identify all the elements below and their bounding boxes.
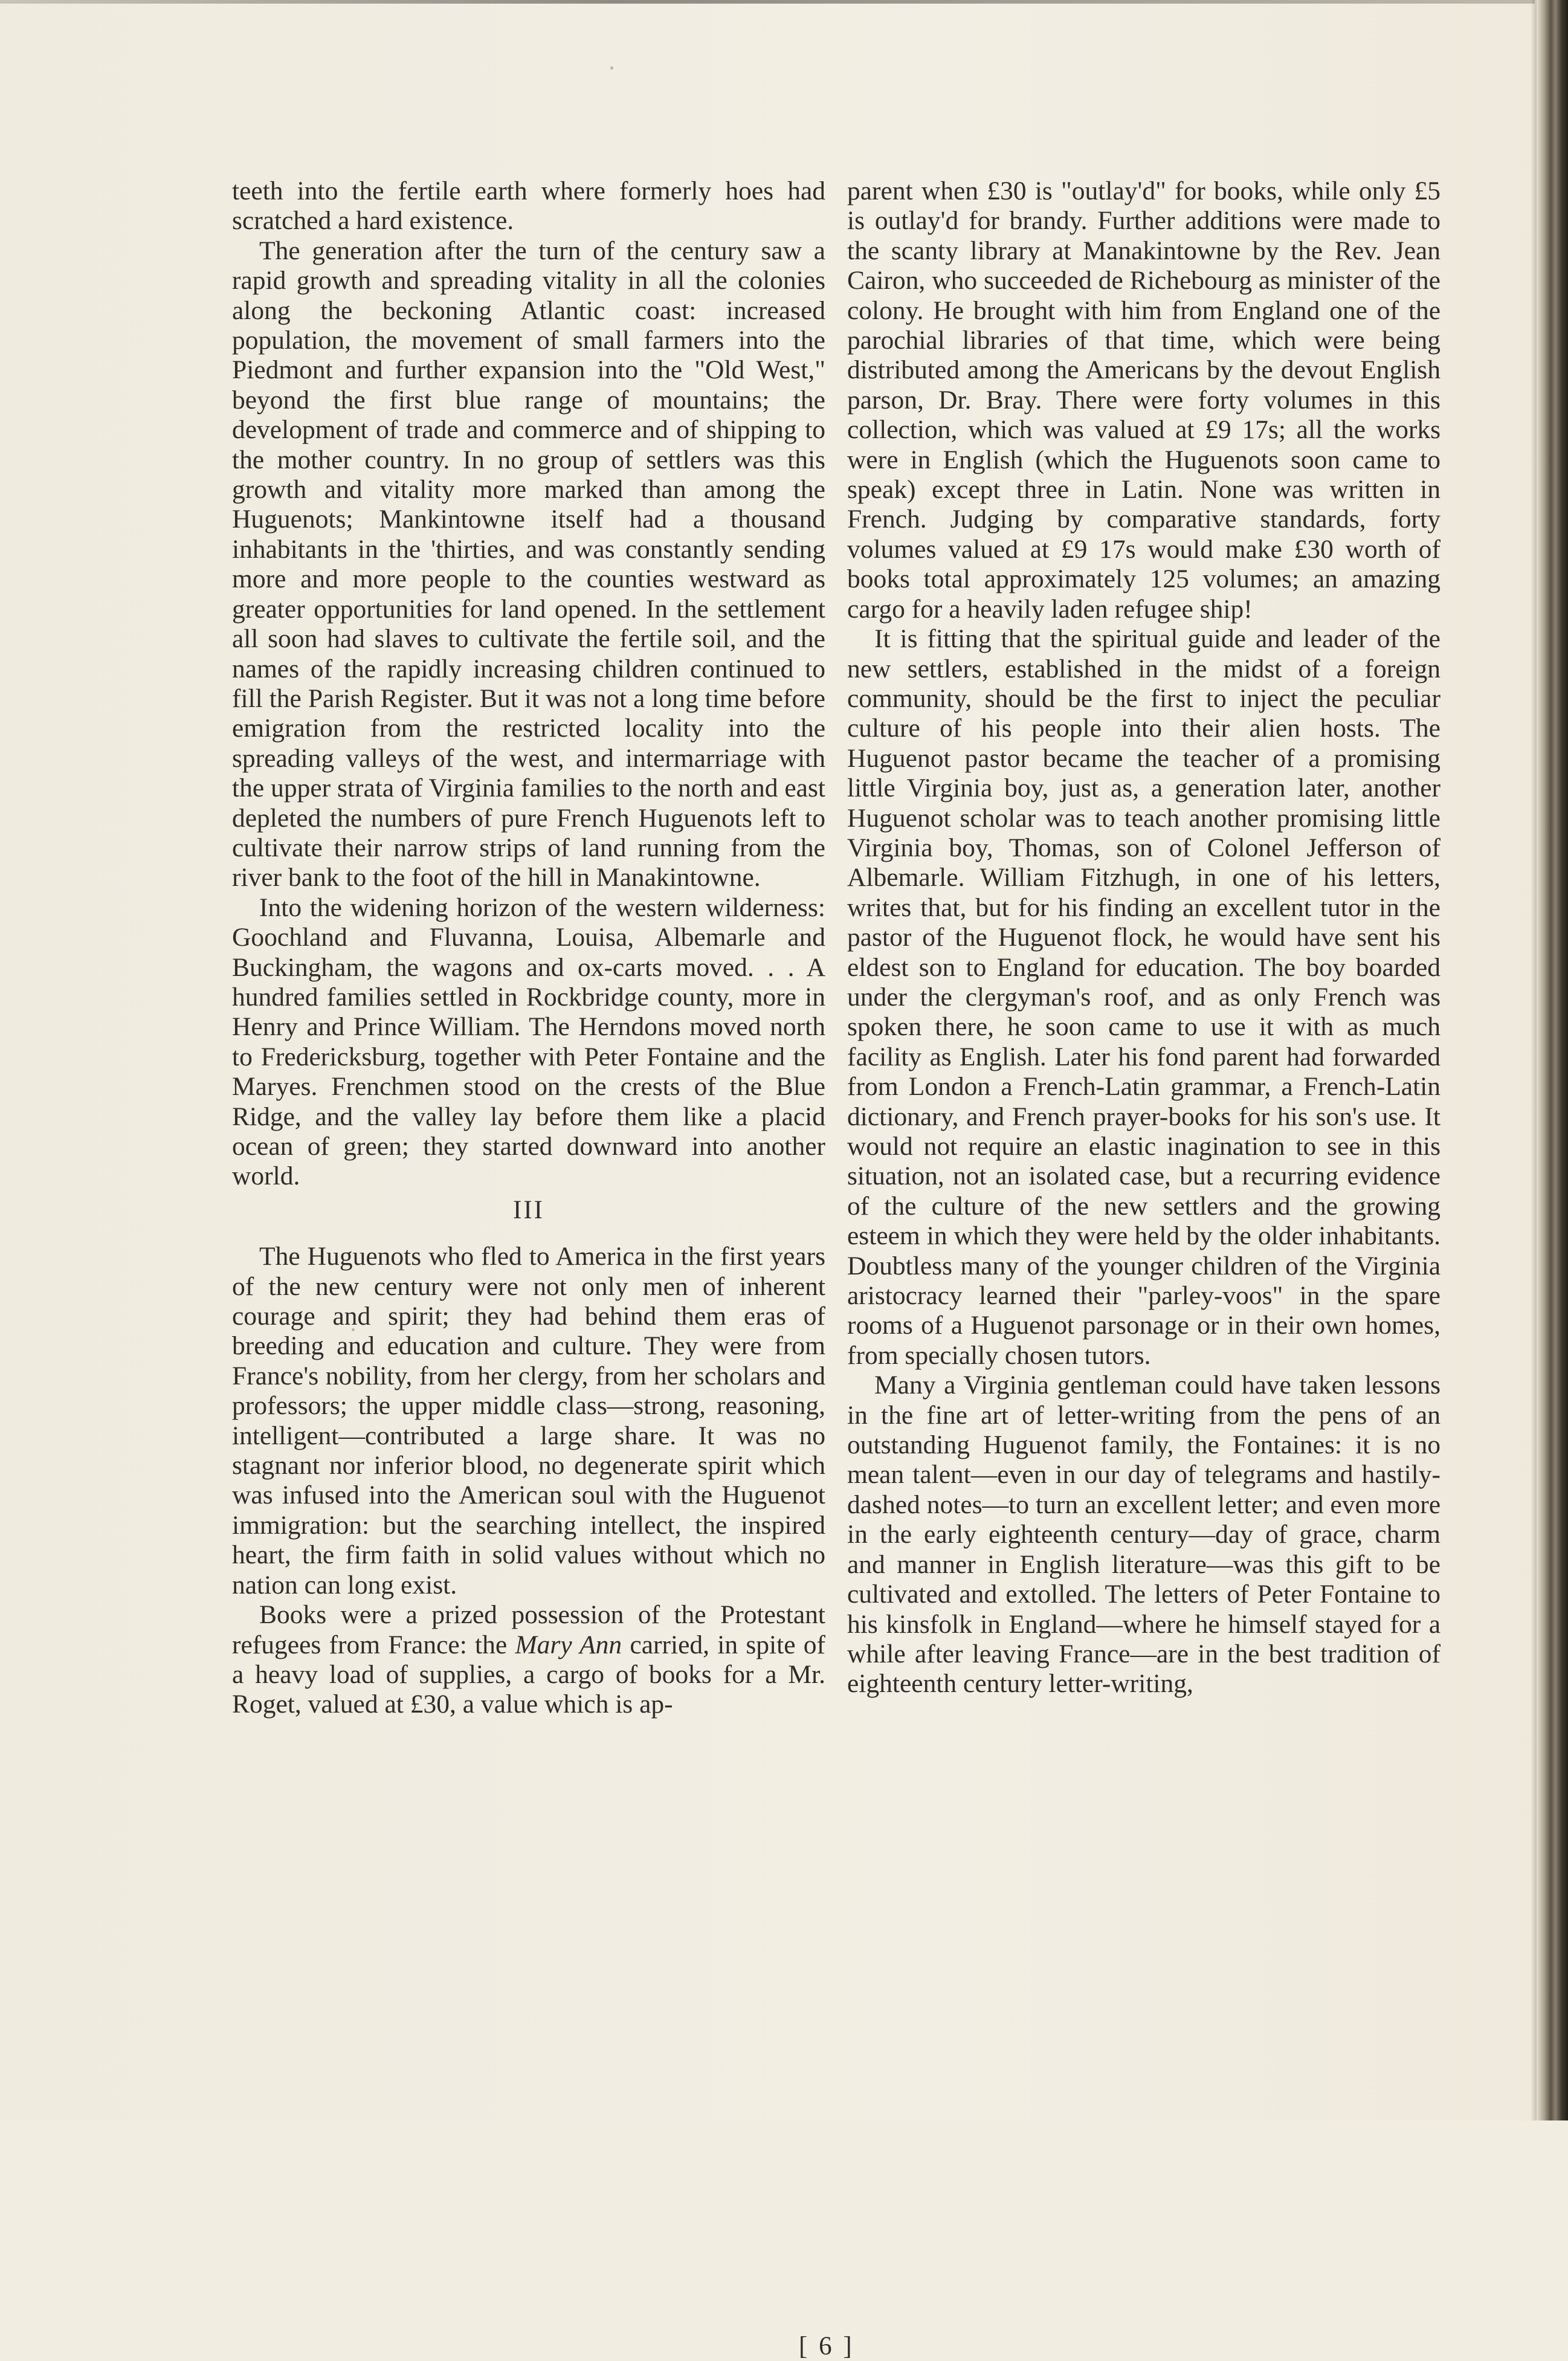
paragraph: The generation after the turn of the century saw a rapid growth and spreading vitality in all the colonies along the beckoning Atlantic coast: increased population, the movement of small farmers into the Piedmont and further expansion into the "Old West," beyond the first blue range of mountains; the development of trade and commerce and of shipping to the mother country. In no group of settlers was this growth and vitality more marked than among the Huguenots; Mankintowne itself had a thousand inhabitants in the 'thirties, and was constantly sending more and more people to the counties westward as greater opportunities for land opened. In the settlement all soon had slaves to cultivate the fertile soil, and the names of the rapidly increasing children continued to fill the Parish Register. But it was not a long time before emigration from the restricted locality into the spreading valleys of the west, and intermarriage with the upper strata of Virginia families to the north and east depleted the numbers of pure French Huguenots left to cultivate their narrow strips of land running from the river bank to the foot of the hill in Manakintowne. [232, 236, 825, 893]
page-curl-shadow [1531, 0, 1537, 2120]
paragraph: teeth into the fertile earth where formerly hoes had scratched a hard existence. [232, 176, 825, 236]
page-number: [ 6 ] [799, 2332, 854, 2360]
right-text-column [847, 176, 1441, 1699]
section-heading: III [513, 1195, 544, 1224]
paragraph-text: carried, in spite of a heavy load of supplies, a cargo of books for a Mr. Roget, valued at £30, a value which is ap- [232, 1630, 825, 1719]
paragraph: Many a Virginia gentleman could have taken lessons in the fine art of letter-writing from the pens of an outstanding Huguenot family, the Fontaines: it is no mean talent—even in our day of telegrams and hastily-dashed notes—to turn an excellent letter; and even more in the early eighteenth century—day of grace, charm and manner in English literature—was this gift to be cultivated and extolled. The letters of Peter Fontaine to his kinsfolk in England—where he himself stayed for a while after leaving France—are in the best tradition of eighteenth century letter-writing, [847, 1371, 1441, 1699]
paragraph: Into the widening horizon of the western wilderness: Goochland and Fluvanna, Louisa, Albemarle and Buckingham, the wagons and ox-carts moved. . . A hundred families settled in Rockbridge county, more in Henry and Prince William. The Herndons moved north to Fredericksburg, together with Peter Fontaine and the Maryes. Frenchmen stood on the crests of the Blue Ridge, and the valley lay before them like a placid ocean of green; they started downward into another world. [232, 893, 825, 1191]
paragraph: The Huguenots who fled to America in the first years of the new century were not only men of inherent courage and spirit; they had behind them eras of breeding and education and culture. They were from France's nobility, from her clergy, from her scholars and professors; the upper middle class—strong, reasoning, intelligent—contributed a large share. It was no stagnant nor inferior blood, no degenerate spirit which was infused into the American soul with the Huguenot immigration: but the searching intellect, the inspired heart, the firm faith in solid values without which no nation can long exist. [232, 1242, 825, 1600]
top-edge-rule [0, 0, 1535, 4]
paragraph-text: Books were a prized possession of the Protestant refugees from France: the [232, 1600, 825, 1659]
paragraph: parent when £30 is "outlay'd" for books, while only £5 is outlay'd for brandy. Further additions were made to the scanty library at Manakintowne by the Rev. Jean Cairon, who succeeded de Richebourg as minister of the colony. He brought with him from England one of the parochial libraries of that time, which were being distributed among the Americans by the devout English parson, Dr. Bray. There were forty volumes in this collection, which was valued at £9 17s; all the works were in English (which the Huguenots soon came to speak) except three in Latin. None was written in French. Judging by comparative standards, forty volumes valued at £9 17s would make £30 worth of books total approximately 125 volumes; an amazing cargo for a heavily laden refugee ship! [847, 176, 1441, 624]
paragraph [232, 1600, 825, 1720]
book-binding-edge [1537, 0, 1568, 2120]
paper-speck [610, 66, 613, 69]
ship-name: Mary Ann [515, 1630, 622, 1659]
paragraph: It is fitting that the spiritual guide and leader of the new settlers, established in the midst of a foreign community, should be the first to inject the peculiar culture of his people into their alien hosts. The Huguenot pastor became the teacher of a promising little Virginia boy, just as, a generation later, another Huguenot scholar was to teach another promising little Virginia boy, Thomas, son of Colonel Jefferson of Albemarle. William Fitzhugh, in one of his letters, writes that, but for his finding an excellent tutor in the pastor of the Huguenot flock, he would have sent his eldest son to England for education. The boy boarded under the clergyman's roof, and as only French was spoken there, he soon came to use it with as much facility as English. Later his fond parent had forwarded from London a French-Latin grammar, a French-Latin dictionary, and French prayer-books for his son's use. It would not require an elastic inagination to see in this situation, not an isolated case, but a recurring evidence of the culture of the new settlers and the growing esteem in which they were held by the older inhabitants. Doubtless many of the younger children of the Virginia aristocracy learned their "parley-voos" in the spare rooms of a Huguenot parsonage or in their own homes, from specially chosen tutors. [847, 624, 1441, 1370]
left-text-column [232, 176, 825, 1720]
